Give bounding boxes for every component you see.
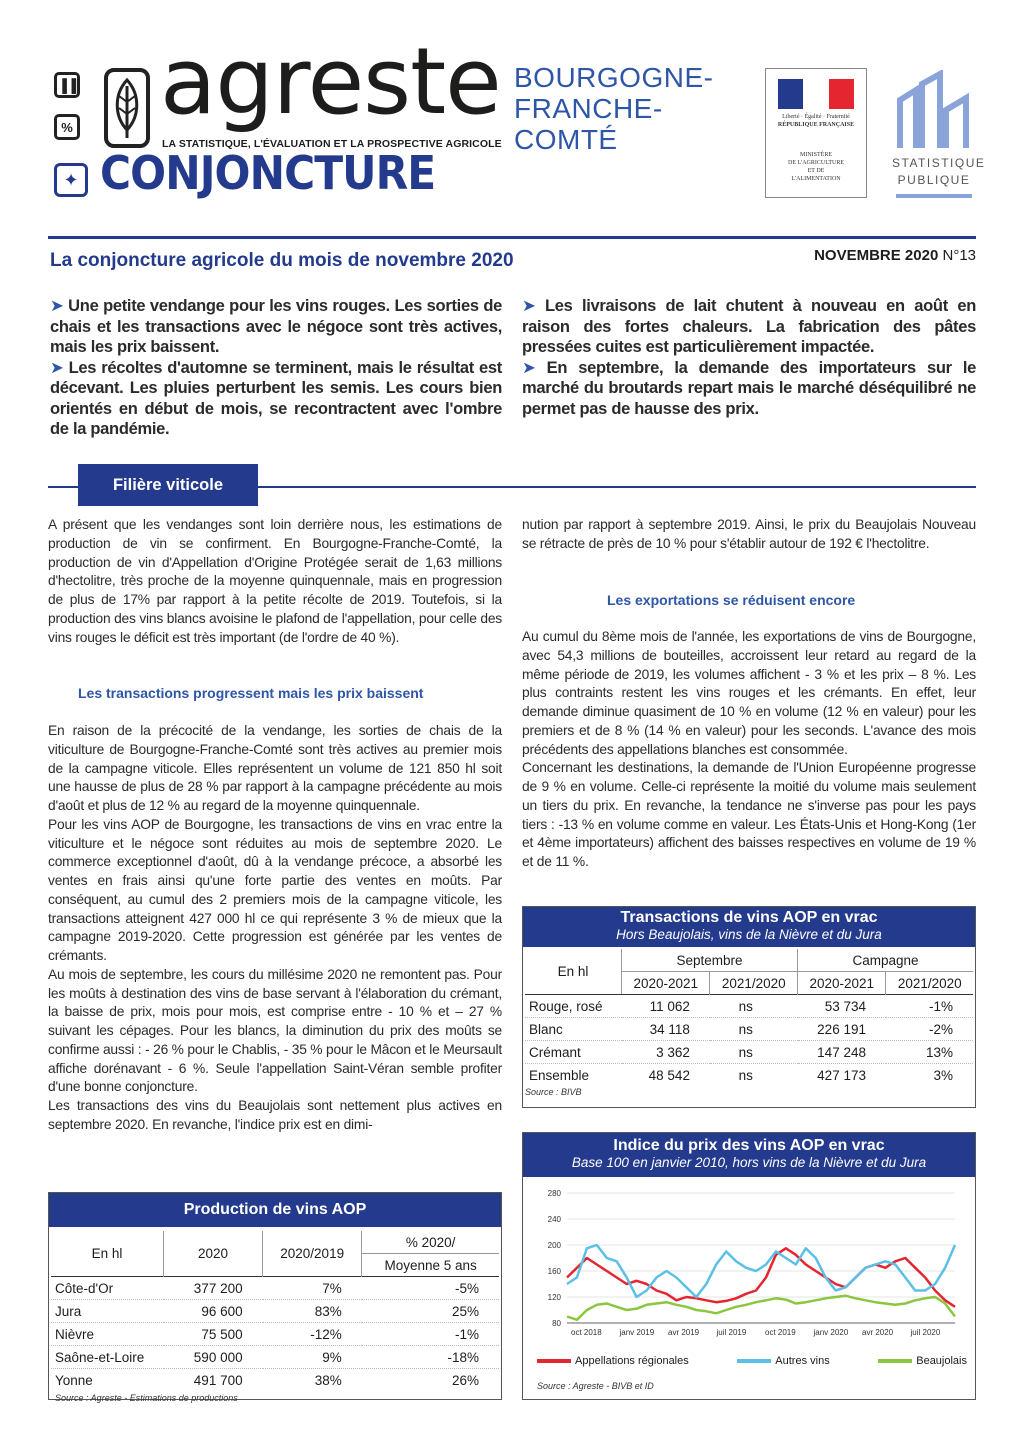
table-cell: 491 700	[193, 1372, 243, 1388]
table-row	[51, 1346, 499, 1369]
chart-subtitle: Base 100 en janvier 2010, hors vins de la Nièvre et du Jura	[571, 1155, 927, 1170]
table-cell: 3%	[933, 1067, 953, 1083]
arrow-icon: ➤	[50, 358, 64, 377]
right-subhead: Les exportations se réduisent encore	[607, 592, 856, 608]
arrow-icon: ➤	[50, 297, 64, 315]
production-table-title: Production de vins AOP	[183, 1201, 367, 1218]
table-row	[51, 1323, 499, 1346]
x-tick-label: avr 2020	[862, 1328, 894, 1337]
y-tick-label: 80	[552, 1319, 561, 1328]
x-tick-label: juil 2019	[716, 1328, 747, 1337]
percent-icon: %	[54, 114, 80, 140]
col-header: Septembre	[622, 949, 798, 972]
table-row	[525, 995, 973, 1018]
table-cell: -2%	[928, 1021, 953, 1037]
table-cell: 590 000	[193, 1349, 243, 1365]
col-header: Moyenne 5 ans	[384, 1257, 477, 1273]
summary-right: ➤ Les livraisons de lait chutent à nouveau en août en raison des fortes chaleurs. La fabrication des pâtes pressées cuites est particulièrement impactée. ➤ En septembre, la demande des importateurs sur le marché du broutards repart mais le marché déséquilibré ne permet pas de hausse des prix.	[522, 297, 976, 418]
french-flag-icon	[778, 79, 854, 109]
issue-info: NOVEMBRE 2020 N°13	[814, 247, 976, 264]
price-index-chart-box	[522, 1132, 976, 1400]
production-table	[51, 1231, 499, 1391]
transactions-table-subtitle: Hors Beaujolais, vins de la Nièvre et du Jura	[616, 927, 882, 942]
row-label: Nièvre	[55, 1326, 95, 1342]
col-header: 2020-2021	[798, 972, 886, 995]
x-tick-label: juil 2020	[910, 1328, 941, 1337]
row-label: Crémant	[529, 1044, 581, 1060]
table-cell: 147 248	[817, 1044, 866, 1060]
region-name: BOURGOGNE- FRANCHE- COMTÉ	[514, 62, 714, 155]
table-cell: -1%	[928, 998, 953, 1014]
table-cell: ns	[738, 1021, 753, 1037]
col-header: 2021/2020	[710, 972, 798, 995]
row-label: Saône-et-Loire	[55, 1349, 145, 1365]
chart-source: Source : Agreste - BIVB et ID	[537, 1381, 654, 1391]
brand-logo: agreste	[160, 28, 501, 135]
table-cell: 48 542	[648, 1067, 690, 1083]
summary-left: ➤ Une petite vendange pour les vins rouges. Les sorties de chais et les transactions avec le négoce sont très actives, mais les prix baissent. ➤ Les récoltes d'automne se terminent, mais le résultat est décevant. Les pluies perturbent les semis. Les cours bien orientés en début de mois, se recontractent avec l'ombre de la pandémie.	[50, 297, 502, 438]
ministry-logo: Liberté · Égalité · Fraternité RÉPUBLIQUE FRANÇAISE MINISTÈRE DE L'AGRICULTURE ET DE L'ALIMENTATION	[765, 68, 867, 198]
table-cell: 83%	[314, 1303, 342, 1319]
table-cell: 3 362	[656, 1044, 690, 1060]
series-line	[567, 1296, 955, 1320]
transactions-table-box	[522, 906, 976, 1108]
header-rule	[48, 236, 976, 239]
table-cell: 96 600	[201, 1303, 243, 1319]
col-header: 2020/2019	[263, 1231, 362, 1277]
page-title: La conjoncture agricole du mois de novembre 2020	[50, 250, 514, 271]
table-cell: 11 062	[649, 998, 690, 1014]
leaf-icon	[104, 68, 150, 148]
brand-tagline: LA STATISTIQUE, L'ÉVALUATION ET LA PROSPECTIVE AGRICOLE	[162, 138, 502, 150]
section-tab: Filière viticole	[78, 464, 258, 506]
table-cell: 427 173	[817, 1067, 866, 1083]
x-tick-label: janv 2019	[619, 1328, 655, 1337]
table-row	[51, 1277, 499, 1300]
transactions-table	[525, 949, 973, 1086]
right-intro: nution par rapport à septembre 2019. Ainsi, le prix du Beaujolais Nouveau se rétracte de près de 10 % pour s'établir autour de 192 € l'hectolitre.	[522, 517, 976, 551]
table-cell: 7%	[322, 1280, 342, 1296]
left-body: En raison de la précocité de la vendange, les sorties de chais de la viticulture de Bourgogne-Franche-Comté sont très actives au premier mois de la campagne viticole. Elles représentent un volume de 121 850 hl soit une hausse de plus de 28 % par rapport à la campagne précédente au mois d'août et plus de 12 % au regard de la moyenne quinquennale. Pour les vins AOP de Bourgogne, les transactions de vins en vrac entre la viticulture et le négoce sont réduites au mois de septembre 2020. Le commerce exceptionnel d'août, dû à la vendange précoce, a absorbé les ventes en frais ainsi qu'une forte partie des ventes en moûts. Par conséquent, au cumul des 2 premiers mois de la campagne viticole, les transactions atteignent 427 000 hl ce qui représente 3 % de mieux que la campagne 2019-2020. Cette progression est générée par les ventes de crémants. Au mois de septembre, les cours du millésime 2020 ne remontent pas. Pour les moûts à destination des vins de base servant à l'élaboration du crémant, la baisse de prix, mois pour mois, est comprise entre - 10 % et – 27 % suivant les cépages. Pour les blancs, la diminution du prix des moûts se confirme aussi : - 26 % pour le Chablis, - 35 % pour le Mâcon et le Meursault affiche dorénavant - 6 %. Seule l'appellation Saint-Véran semble profiter d'une bonne conjoncture. Les transactions des vins du Beaujolais sont nettement plus actives en septembre 2020. En revanche, l'indice prix est en dimi-	[48, 723, 502, 1132]
table-row	[525, 1018, 973, 1041]
table-cell: -5%	[454, 1280, 479, 1296]
y-tick-label: 160	[547, 1267, 561, 1276]
row-label: Ensemble	[529, 1067, 590, 1083]
transactions-table-title: Transactions de vins AOP en vrac	[620, 909, 878, 926]
transactions-table-source: Source : BIVB	[525, 1087, 582, 1097]
table-cell: 75 500	[201, 1326, 243, 1342]
col-header: 2021/2020	[897, 975, 962, 991]
legend-item: Autres vins	[737, 1355, 829, 1367]
col-header: % 2020/	[362, 1231, 499, 1254]
table-cell: 34 118	[649, 1021, 690, 1037]
row-label: Jura	[55, 1303, 82, 1319]
table-cell: 26%	[451, 1372, 479, 1388]
table-cell: 13%	[925, 1044, 953, 1060]
row-label: Yonne	[55, 1372, 93, 1388]
production-table-source: Source : Agreste - Estimations de productions	[55, 1393, 238, 1403]
chart-legend	[537, 1355, 967, 1367]
table-cell: -12%	[310, 1326, 342, 1342]
legend-item: Appellations régionales	[537, 1355, 689, 1367]
arrow-icon: ➤	[522, 297, 536, 315]
y-tick-label: 200	[547, 1241, 561, 1250]
x-tick-label: oct 2018	[571, 1328, 602, 1337]
col-header: En hl	[525, 949, 622, 995]
share-icon: ✦	[54, 163, 88, 197]
table-cell: -18%	[447, 1349, 479, 1365]
col-header: 2020	[164, 1231, 263, 1277]
arrow-icon: ➤	[522, 358, 536, 377]
table-cell: 226 191	[817, 1021, 866, 1037]
price-index-chart	[523, 1181, 975, 1371]
col-header: 2020-2021	[622, 972, 710, 995]
right-body: Au cumul du 8ème mois de l'année, les exportations de vins de Bourgogne, avec 54,3 millions de bouteilles, accroissent leur retard au regard de la même période de 2019, les volumes affichent - 3 % et les prix – 8 %. Les plus contraints restent les vins rouges et les crémants. En effet, leur demande diminue quasiment de 10 % en volume (12 % en valeur) pour les premiers et de 8 % (14 % en valeur) pour les seconds. L'avance des mois précédents des appellations blanches est consommée. Concernant les destinations, la demande de l'Union Européenne progresse de 9 % en volume. Celle-ci représente la moitié du volume mais seulement un tiers du prix. En revanche, la tendance ne s'inverse pas pour les pays tiers : -13 % en volume comme en valeur. Les États-Unis et Hong-Kong (1er et 4ème importateurs) affichent des baisses respectives en volume de 19 % et de 11 %.	[522, 629, 976, 869]
chart-title: Indice du prix des vins AOP en vrac	[613, 1137, 885, 1154]
x-tick-label: avr 2019	[668, 1328, 700, 1337]
table-row	[51, 1300, 499, 1323]
table-cell: ns	[738, 998, 753, 1014]
table-cell: 38%	[314, 1372, 342, 1388]
table-cell: -1%	[454, 1326, 479, 1342]
series-line	[567, 1248, 955, 1307]
table-cell: 9%	[322, 1349, 342, 1365]
table-cell: 377 200	[193, 1280, 243, 1296]
x-tick-label: janv 2020	[813, 1328, 849, 1337]
statistique-publique-text: STATISTIQUE PUBLIQUE	[892, 156, 986, 187]
table-row	[525, 1041, 973, 1064]
row-label: Côte-d'Or	[55, 1280, 114, 1296]
table-cell: ns	[738, 1044, 753, 1060]
bar-chart-icon: ▐▐	[54, 72, 80, 98]
table-row	[51, 1369, 499, 1392]
y-tick-label: 240	[547, 1215, 561, 1224]
production-table-box	[48, 1192, 502, 1403]
series-title: CONJONCTURE	[100, 146, 436, 200]
table-cell: ns	[738, 1067, 753, 1083]
y-tick-label: 120	[547, 1293, 561, 1302]
legend-item: Beaujolais	[878, 1355, 967, 1367]
col-header: Campagne	[798, 949, 973, 972]
y-tick-label: 280	[547, 1189, 561, 1198]
col-header: En hl	[51, 1231, 164, 1277]
left-intro: A présent que les vendanges sont loin derrière nous, les estimations de production de vin se confirment. En Bourgogne-Franche-Comté, la production de vin d'Appellation d'Origine Protégée serait de 1,63 millions d'hectolitre, très proche de la moyenne quinquennale, mais en progression de plus de 17% par rapport à la petite récolte de 2019. Toutefois, si la production des vins blancs avoisine le plafond de l'appellation, pour celle des vins rouges le déficit est très important (de l'ordre de 40 %).	[48, 517, 502, 645]
row-label: Rouge, rosé	[529, 998, 603, 1014]
table-cell: 25%	[451, 1303, 479, 1319]
table-row	[525, 1064, 973, 1087]
table-cell: 53 734	[824, 998, 866, 1014]
x-tick-label: oct 2019	[765, 1328, 796, 1337]
left-subhead: Les transactions progressent mais les prix baissent	[78, 685, 424, 701]
row-label: Blanc	[529, 1021, 563, 1037]
